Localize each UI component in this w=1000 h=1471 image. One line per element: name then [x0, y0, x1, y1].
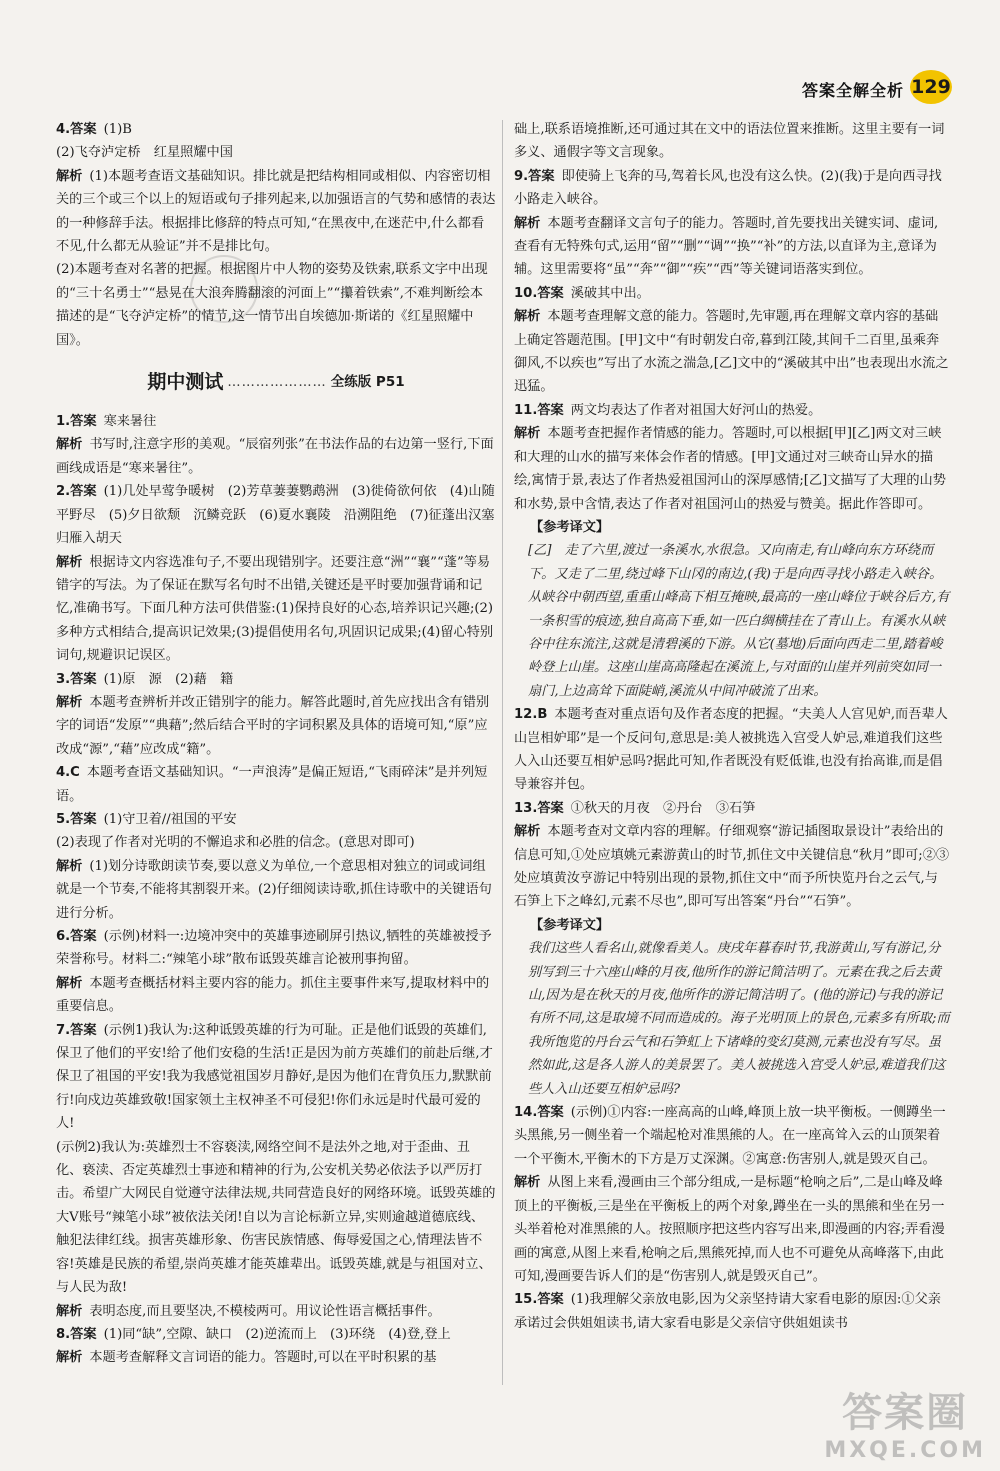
- q5-answer-2: (2)表现了作者对光明的不懈追求和必胜的信念。(意思对即可): [56, 835, 415, 851]
- page-number-badge: 129: [910, 70, 952, 104]
- q11-analysis-label: 解析: [514, 426, 541, 442]
- q6-label: 6.答案: [56, 929, 97, 944]
- q1-label: 1.答案: [56, 414, 97, 430]
- column-divider: [502, 120, 503, 1385]
- q12-text: 本题考查对重点语句及作者态度的把握。“夫美人人宫见妒,而吾辈人山岂相妒耶”是一个反问句,意思是:美人被挑选入宫受人妒忌,难道我们这些人入山还要互相妒忌吗?据此可知,作者既没有贬低谁,也没有抬高谁,而是倡导兼容并包。: [514, 707, 948, 793]
- q1-analysis-label: 解析: [56, 437, 83, 453]
- q13-label: 13.答案: [514, 800, 564, 816]
- q8-analysis-text: 本题考查解释文言词语的能力。答题时,可以在平时积累的基: [89, 1350, 437, 1366]
- q8-answer-text: (1)同“缺”,空隙、缺口 (2)逆流而上 (3)环绕 (4)登,登上: [103, 1326, 451, 1342]
- q3-analysis: [56, 691, 496, 761]
- q4-analysis-2: (2)本题考查对名著的把握。根据图片中人物的姿势及铁索,联系文字中出现的“三十名勇士”“悬晃在大浪奔腾翻滚的河面上”“攥着铁索”,不难判断绘本描述的是“飞夺泸定桥”的情节,这一情节出自埃德加·斯诺的《红星照耀中国》。: [56, 262, 488, 348]
- q5-answer-1: (1)守卫着//祖国的平安: [103, 811, 237, 827]
- q7-answer: [56, 1019, 496, 1136]
- q10-label: 10.答案: [514, 285, 564, 301]
- q7-answer-2: (示例2)我认为:英雄烈士不容亵渎,网络空间不是法外之地,对于歪曲、丑化、亵渎、否定英雄烈士事迹和精神的行为,公安机关势必依法予以严厉打击。希望广大网民自觉遵守法律法规,共同营造良好的网络环境。诋毁英雄的大V账号“辣笔小球”被依法关闭!自以为言论标新立异,实则逾越道德底线、触犯法律红线。损害英雄形象、伤害民族情感、侮辱爱国之心,情理法皆不容!英雄是民族的希望,崇尚英雄才能英雄辈出。诋毁英雄,就是与祖国对立、与人民为敌!: [56, 1139, 496, 1296]
- q7-analysis-text: 表明态度,而且要坚决,不模棱两可。用议论性语言概括事件。: [89, 1303, 441, 1319]
- reference-translation-1: [乙] 走了六里,渡过一条溪水,水很急。又向南走,有山峰向东方环绕而下。又走了二里,绕过峰下山冈的南边,(我)于是向西寻找小路走入峡谷。从峡谷中朝西望,重重山峰高下相互掩映,最高的一座山峰位于峡谷后方,有一条积雪的痕迹,独自高高下垂,如一匹白绸横挂在了青山上。有溪水从峡谷中往东流注,这就是清碧溪的下游。从它(墓地)后面向西走二里,踏着峻岭登上山崖。这座山崖高高隆起在溪流上,与对面的山崖并列前突如同一扇门,上边高耸下面陡峭,溪流从中间冲破流了出来。: [528, 543, 950, 699]
- q14-analysis: [514, 1171, 950, 1288]
- reference-translation-heading-1: 【参考译文】: [530, 519, 610, 535]
- q15-answer: [514, 1288, 950, 1335]
- q3-answer: [56, 668, 496, 691]
- q13-answer: [514, 797, 950, 820]
- q13-analysis-label: 解析: [514, 824, 541, 840]
- q6-analysis: [56, 972, 496, 1019]
- section-reference: 全练版 P51: [330, 374, 405, 391]
- q12-label: 12.B: [514, 707, 548, 723]
- q5-analysis: [56, 855, 496, 925]
- q11-label: 11.答案: [514, 402, 564, 418]
- q10-answer-text: 溪破其中出。: [570, 285, 650, 301]
- q2-answer-text: (1)几处早莺争暖树 (2)芳草萋萋鹦鹉洲 (3)徙倚欲何依 (4)山随平野尽 (5)夕日欲颓 沉鳞竞跃 (6)夏水襄陵 沿溯阻绝 (7)征蓬出汉塞 归雁入胡天: [56, 484, 508, 547]
- q11-analysis-text: 本题考查把握作者情感的能力。答题时,可以根据[甲][乙]两文对三峡和大理的山水的描写来体会作者的情感。[甲]文通过对三峡奇山异水的描绘,寓情于景,表达了作者热爱祖国河山的深厚感情;[乙]文描写了大理的山势和水势,景中含情,表达了作者对祖国河山的热爱与赞美。据此作答即可。: [514, 426, 946, 512]
- q3-analysis-label: 解析: [56, 694, 83, 710]
- reference-translation-heading-2: 【参考译文】: [530, 917, 610, 933]
- q8-analysis-continued: 础上,联系语境推断,还可通过其在文中的语法位置来推断。这里主要有一词多义、通假字等文言现象。: [514, 122, 945, 161]
- q2-analysis: [56, 551, 496, 668]
- right-column: [514, 118, 950, 1335]
- q1-answer: [56, 410, 496, 433]
- q9-label: 9.答案: [514, 168, 555, 184]
- section-title: 期中测试: [147, 371, 224, 394]
- q2-analysis-label: 解析: [56, 554, 83, 570]
- q4-answer-1: (1)B: [103, 122, 132, 137]
- q4-analysis-label: 解析: [56, 168, 83, 184]
- q14-label: 14.答案: [514, 1105, 564, 1121]
- site-watermark: [824, 1381, 986, 1463]
- q7-analysis: [56, 1300, 496, 1323]
- q4-label: 4.答案: [56, 122, 97, 137]
- q9-analysis: [514, 212, 950, 282]
- q6-analysis-label: 解析: [56, 975, 83, 991]
- q15-answer-text: (1)我理解父亲放电影,因为父亲坚持请大家看电影的原因:①父亲承诺过会供姐姐读书,请大家看电影是父亲信守供姐姐读书: [514, 1292, 941, 1331]
- q14-analysis-label: 解析: [514, 1175, 541, 1191]
- q7-analysis-label: 解析: [56, 1303, 83, 1319]
- q4-answer: [56, 118, 496, 141]
- watermark-logo-text: 答案圈: [842, 1390, 969, 1436]
- q6-answer: [56, 925, 496, 972]
- q15-label: 15.答案: [514, 1292, 564, 1308]
- q4c-text: 本题考查语文基础知识。“一声浪涛”是偏正短语,“飞雨碎沫”是并列短语。: [56, 765, 488, 804]
- q9-analysis-label: 解析: [514, 215, 541, 231]
- q13-answer-text: ①秋天的月夜 ②丹台 ③石笋: [570, 800, 756, 816]
- q5-analysis-label: 解析: [56, 858, 83, 874]
- q11-answer: [514, 399, 950, 422]
- page-header: [0, 0, 1000, 120]
- q8-analysis: [56, 1346, 496, 1369]
- section-header: [56, 358, 496, 408]
- section-dots: …………………: [227, 375, 327, 391]
- q4c-item: [56, 761, 496, 808]
- q6-analysis-text: 本题考查概括材料主要内容的能力。抓住主要事件来写,提取材料中的重要信息。: [56, 975, 490, 1015]
- reference-translation-2: 我们这些人看名山,就像看美人。庚戌年暮春时节,我游黄山,写有游记,分别写到三十六座山峰的月夜,他所作的游记简洁明了。元素在我之后去黄山,因为是在秋天的月夜,他所作的游记简洁明了。(他的游记)与我的游记有所不同,这是取境不同而造成的。海子光明顶上的景色,元素多有所取;而我所饱览的丹台云气和石笋虹上下诸峰的变幻莫测,元素也没有写尽。虽然如此,这是各人游人的美景罢了。美人被挑选入宫受人妒忌,难道我们这些人入山还要互相妒忌吗?: [528, 941, 950, 1097]
- q5-label: 5.答案: [56, 811, 97, 827]
- q11-analysis: [514, 422, 950, 516]
- q1-analysis: [56, 433, 496, 480]
- left-column: [56, 118, 508, 1370]
- q8-answer: [56, 1323, 496, 1346]
- q10-analysis-label: 解析: [514, 309, 541, 325]
- q10-analysis: [514, 305, 950, 399]
- q13-analysis: [514, 820, 950, 914]
- q2-analysis-text: 根据诗文内容选准句子,不要出现错别字。还要注意“洲”“襄”“蓬”等易错字的写法。为了保证在默写名句时不出错,关键还是平时要加强背诵和记忆,准确书写。下面几种方法可供借鉴:(1)保持良好的心态,培养识记兴趣;(2)多种方式相结合,提高识记效果;(3)提倡使用名句,巩固识记成果;(4)留心特别词句,规避识记误区。: [56, 554, 494, 664]
- q1-analysis-text: 书写时,注意字形的美观。“辰宿列张”在书法作品的右边第一竖行,下面画线成语是“寒来暑往”。: [56, 437, 494, 476]
- q4-answer-2: (2)飞夺泸定桥 红星照耀中国: [56, 145, 233, 161]
- q9-answer: [514, 165, 950, 212]
- q3-analysis-text: 本题考查辨析并改正错别字的能力。解答此题时,首先应找出含有错别字的词语“发原”“典藉”;然后结合平时的字词积累及具体的语境可知,“原”应改成“源”,“藉”应改成“籍”。: [56, 694, 490, 757]
- q4c-label: 4.C: [56, 765, 80, 781]
- q12-item: [514, 703, 950, 797]
- q10-answer: [514, 282, 950, 305]
- q3-label: 3.答案: [56, 671, 97, 687]
- q2-label: 2.答案: [56, 484, 97, 500]
- q8-analysis-label: 解析: [56, 1350, 83, 1366]
- q14-answer-text: (示例)①内容:一座高高的山峰,峰顶上放一块平衡板。一侧蹲坐一头黑熊,另一侧坐着一个端起枪对准黑熊的人。在一座高耸入云的山顶架着一个平衡木,平衡木的下方是万丈深渊。②寓意:伤害别人,就是毁灭自己。: [514, 1105, 946, 1167]
- q4-analysis: [56, 165, 496, 259]
- q8-label: 8.答案: [56, 1326, 97, 1342]
- q9-answer-text: 即使骑上飞奔的马,驾着长风,也没有这么快。(2)(我)于是向西寻找小路走入峡谷。: [514, 168, 942, 208]
- q10-analysis-text: 本题考查理解文意的能力。答题时,先审题,再在理解文章内容的基础上确定答题范围。[甲]文中“有时朝发白帝,暮到江陵,其间千二百里,虽乘奔御风,不以疾也”写出了水流之湍急,[乙]文中的“溪破其中出”也表现出水流之迅猛。: [514, 309, 949, 395]
- q9-analysis-text: 本题考查翻译文言句子的能力。答题时,首先要找出关键实词、虚词,查看有无特殊句式,运用“留”“删”“调”“换”“补”的方法,以直译为主,意译为辅。这里需要将“虽”“奔”“御”“疾”“西”等关键词语落实到位。: [514, 215, 939, 278]
- q13-analysis-text: 本题考查对文章内容的理解。仔细观察“游记插图取景设计”表给出的信息可知,①处应填姚元素游黄山的时节,抓住文中关键信息“秋月”即可;②③处应填黄汝亨游记中特别出现的景物,抓住文中“而予所快览丹台之云气,与石笋上下之峰幻,元素不尽也”,即可写出答案“丹台”“石笋”。: [514, 824, 950, 910]
- watermark-url: MXQE.COM: [824, 1438, 986, 1463]
- header-title: 答案全解全析: [802, 81, 905, 100]
- q7-label: 7.答案: [56, 1022, 97, 1038]
- q14-analysis-text: 从图上来看,漫画由三个部分组成,一是标题“枪响之后”,二是山峰及峰顶上的平衡板,三是坐在平衡板上的两个对象,蹲坐在一头的黑熊和坐在另一头举着枪对准黑熊的人。按照顺序把这些内容写出来,即漫画的内容;弄看漫画的寓意,从图上来看,枪响之后,黑熊死掉,而人也不可避免从高峰落下,由此可知,漫画要告诉人们的是“伤害别人,就是毁灭自己”。: [514, 1175, 945, 1284]
- q6-answer-text: (示例)材料一:边境冲突中的英雄事迹刷屏引热议,牺牲的英雄被授予荣誉称号。材料二:“辣笔小球”散布诋毁英雄言论被刑事拘留。: [56, 929, 492, 968]
- q5-analysis-text: (1)划分诗歌朗读节奏,要以意义为单位,一个意思相对独立的词或词组就是一个节奏,不能将其割裂开来。(2)仔细阅读诗歌,抓住诗歌中的关键语句进行分析。: [56, 858, 492, 921]
- q14-answer: [514, 1101, 950, 1171]
- q11-answer-text: 两文均表达了作者对祖国大好河山的热爱。: [570, 402, 822, 418]
- q3-answer-text: (1)原 源 (2)藉 籍: [103, 671, 234, 687]
- q5-answer: [56, 808, 496, 831]
- q1-answer-text: 寒来暑往: [103, 414, 157, 430]
- q2-answer: [56, 480, 508, 550]
- q7-answer-1: (示例1)我认为:这种诋毁英雄的行为可耻。正是他们诋毁的英雄们,保卫了他们的平安!给了他们安稳的生活!正是因为前方英雄们的前赴后继,才保卫了祖国的平安!我为我感觉祖国岁月静好,是因为他们在背负压力,默默前行!向戍边英雄致敬!国家领土主权神圣不可侵犯!你们永远是时代最可爱的人!: [56, 1022, 493, 1132]
- q4-analysis-1: (1)本题考查语文基础知识。排比就是把结构相同或相似、内容密切相关的三个或三个以上的短语或句子排列起来,以加强语言的气势和感情的表达的一种修辞手法。根据排比修辞的特点可知,“在黑夜中,在迷茫中,什么都看不见,什么都无从验证”并不是排比句。: [56, 168, 496, 255]
